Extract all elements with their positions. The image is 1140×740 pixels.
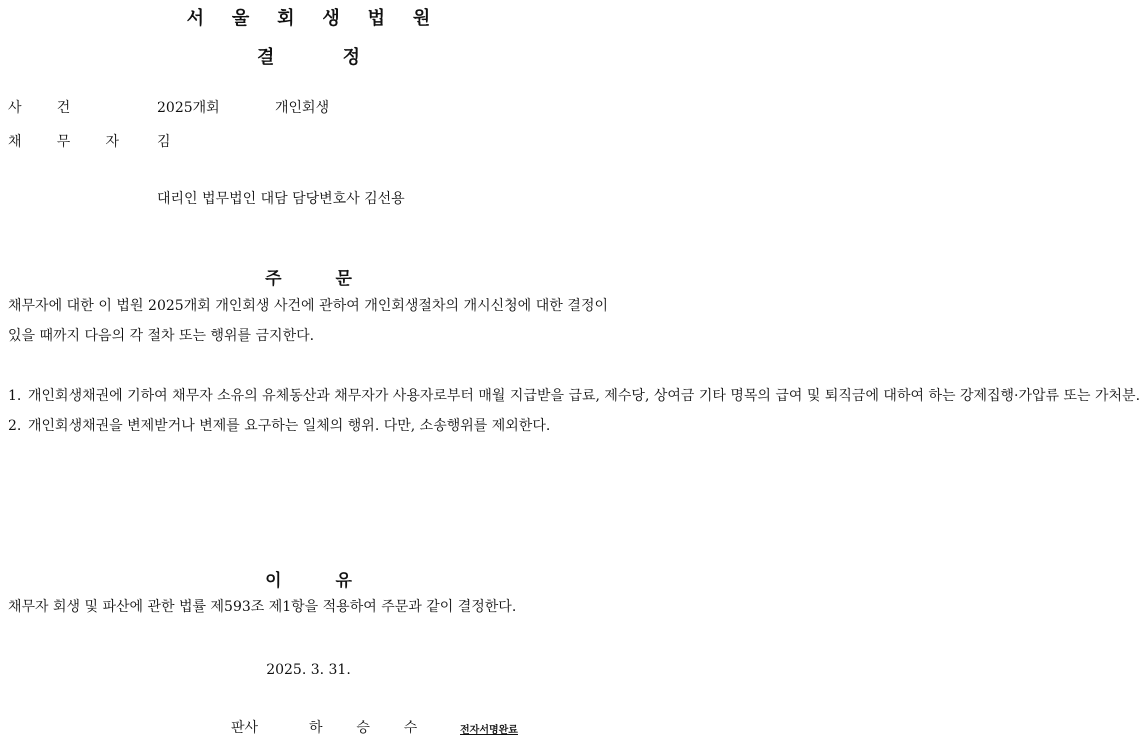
case-type: 개인회생	[275, 100, 330, 116]
e-signature-stamp: 전자서명완료	[460, 725, 518, 736]
debtor-label: 채 무 자	[8, 134, 135, 150]
list-item	[8, 411, 608, 441]
document-title: 결 정	[256, 47, 361, 68]
item-text: 개인회생채권에 기하여 채무자 소유의 유체동산과 채무자가 사용자로부터 매월 지급받을 급료, 제수당, 상여금 기타 명목의 급여 및 퇴직금에 대하여 하는 강제집행·가압류 또는 가처분.	[28, 388, 1140, 404]
order-heading: 주 문	[265, 269, 352, 289]
decision-date: 2025. 3. 31.	[266, 662, 351, 678]
list-item	[8, 381, 1140, 411]
case-number: 2025개회	[157, 100, 220, 116]
judge-title: 판사	[231, 720, 259, 736]
order-text: 채무자에 대한 이 법원 2025개회 개인회생 사건에 관하여 개인회생절차의 개시신청에 대한 결정이 있을 때까지 다음의 각 절차 또는 행위를 금지한다.	[8, 298, 608, 344]
reason-heading: 이 유	[265, 571, 352, 591]
reason-text: 채무자 회생 및 파산에 관한 법률 제593조 제1항을 적용하여 주문과 같이 결정한다.	[8, 599, 517, 615]
judge-name: 하 승 수	[309, 720, 432, 736]
court-name: 서 울 회 생 법 원	[186, 8, 442, 29]
item-number: 2.	[8, 418, 22, 434]
debtor-name: 김	[157, 134, 171, 150]
agent-line: 대리인 법무법인 대담 담당변호사 김선용	[157, 191, 405, 207]
order-items	[8, 381, 1140, 441]
case-label: 사 건	[8, 100, 86, 116]
item-number: 1.	[8, 388, 22, 404]
item-text: 개인회생채권을 변제받거나 변제를 요구하는 일체의 행위. 다만, 소송행위를 제외한다.	[28, 418, 551, 434]
